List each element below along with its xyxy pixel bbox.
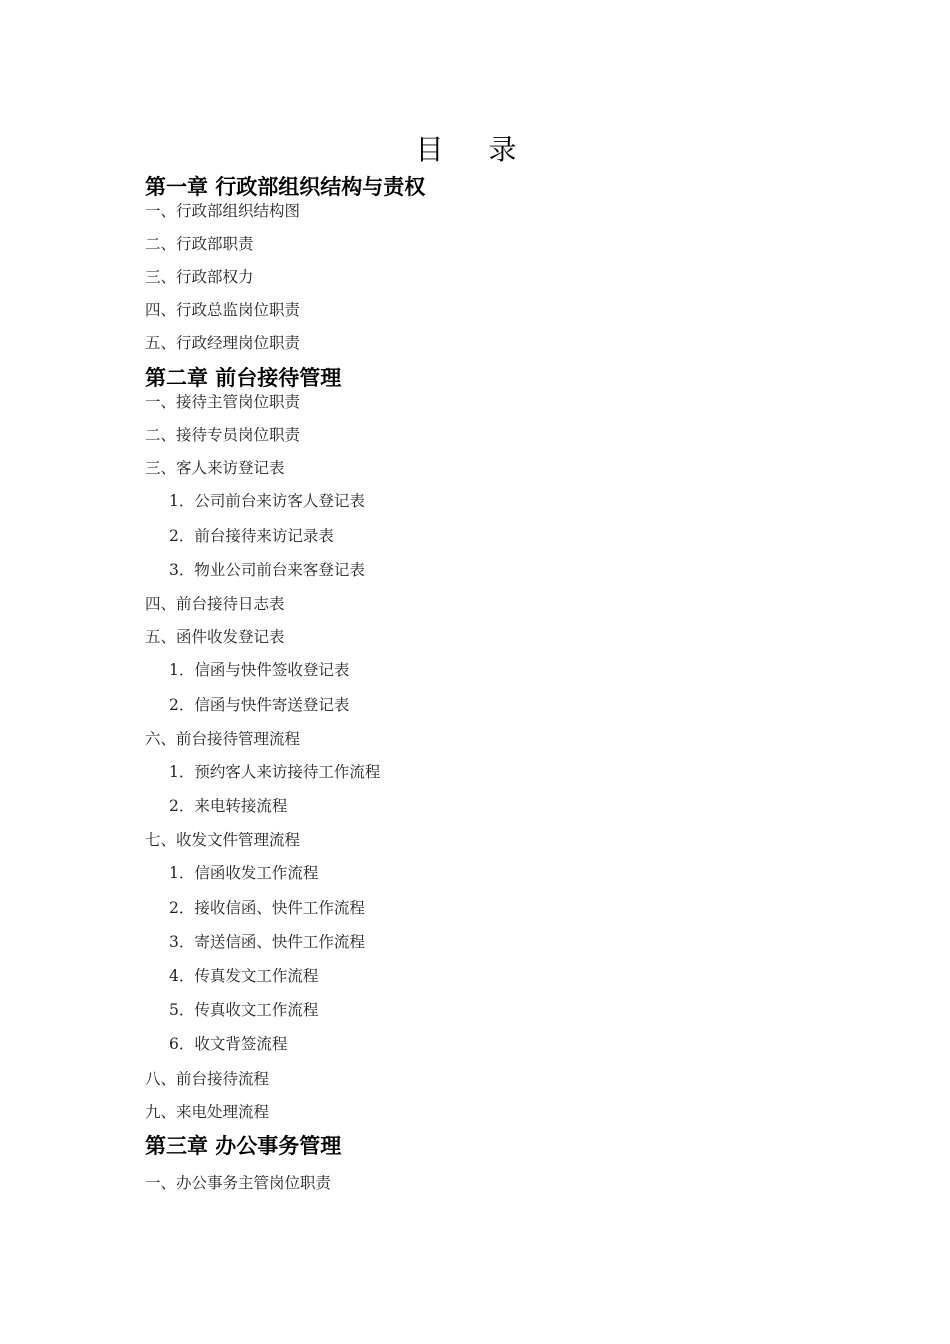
- toc-title: 目 录: [415, 133, 535, 166]
- chapter-2-heading[interactable]: 第二章 前台接待管理: [145, 366, 342, 390]
- toc-subentry[interactable]: 4．传真发文工作流程: [169, 967, 319, 985]
- toc-entry[interactable]: 一、办公事务主管岗位职责: [145, 1174, 332, 1192]
- toc-entry[interactable]: 五、行政经理岗位职责: [145, 334, 301, 352]
- toc-entry[interactable]: 八、前台接待流程: [145, 1070, 270, 1088]
- toc-subentry[interactable]: 2．前台接待来访记录表: [169, 527, 334, 545]
- toc-subentry[interactable]: 2．接收信函、快件工作流程: [169, 899, 365, 917]
- toc-entry[interactable]: 二、行政部职责: [145, 235, 254, 253]
- chapter-1-heading[interactable]: 第一章 行政部组织结构与责权: [145, 175, 426, 199]
- toc-subentry[interactable]: 3．寄送信函、快件工作流程: [169, 933, 365, 951]
- toc-entry[interactable]: 四、行政总监岗位职责: [145, 301, 301, 319]
- toc-subentry[interactable]: 1．预约客人来访接待工作流程: [169, 763, 381, 781]
- toc-subentry[interactable]: 1．信函与快件签收登记表: [169, 661, 350, 679]
- toc-entry[interactable]: 一、行政部组织结构图: [145, 202, 301, 220]
- toc-entry[interactable]: 五、函件收发登记表: [145, 628, 285, 646]
- toc-subentry[interactable]: 5．传真收文工作流程: [169, 1001, 319, 1019]
- chapter-3-heading[interactable]: 第三章 办公事务管理: [145, 1134, 342, 1158]
- toc-entry[interactable]: 四、前台接待日志表: [145, 595, 285, 613]
- toc-subentry[interactable]: 2．信函与快件寄送登记表: [169, 696, 350, 714]
- toc-subentry[interactable]: 6．收文背签流程: [169, 1035, 288, 1053]
- toc-subentry[interactable]: 1．公司前台来访客人登记表: [169, 492, 365, 510]
- toc-entry[interactable]: 一、接待主管岗位职责: [145, 393, 301, 411]
- toc-entry[interactable]: 三、客人来访登记表: [145, 459, 285, 477]
- toc-entry[interactable]: 二、接待专员岗位职责: [145, 426, 301, 444]
- toc-subentry[interactable]: 1．信函收发工作流程: [169, 864, 319, 882]
- toc-entry[interactable]: 六、前台接待管理流程: [145, 730, 301, 748]
- toc-entry[interactable]: 三、行政部权力: [145, 268, 254, 286]
- toc-entry[interactable]: 七、收发文件管理流程: [145, 831, 301, 849]
- toc-entry[interactable]: 九、来电处理流程: [145, 1103, 270, 1121]
- toc-subentry[interactable]: 2．来电转接流程: [169, 797, 288, 815]
- toc-subentry[interactable]: 3．物业公司前台来客登记表: [169, 561, 365, 579]
